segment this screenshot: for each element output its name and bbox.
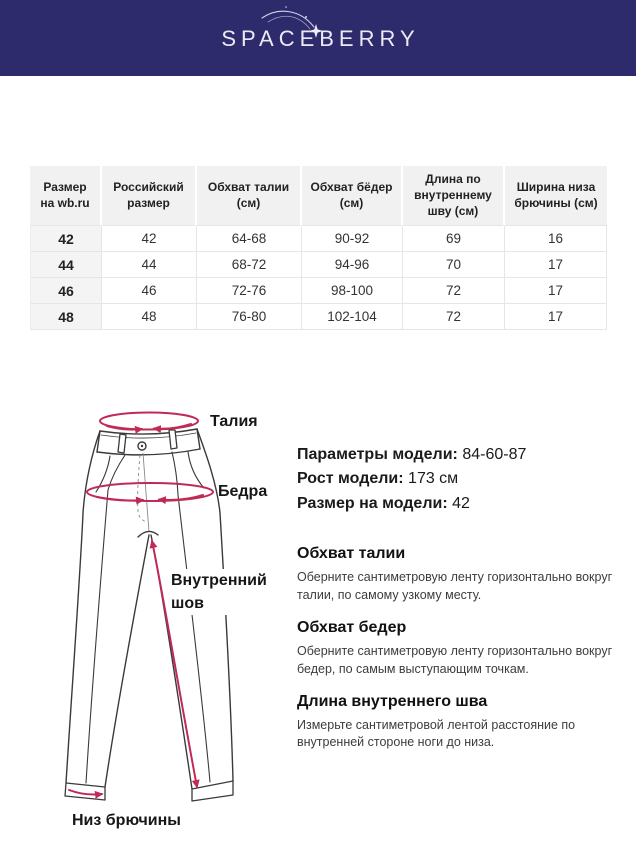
- guide-section-title: Обхват талии: [297, 545, 406, 562]
- column-header: Обхват талии (см): [197, 166, 302, 226]
- guide-section-text: Оберните сантиметровую ленту горизонтально вокруг талии, по самому узкому месту.: [297, 570, 613, 602]
- hips-label: Бедра: [218, 483, 268, 500]
- right-cuff: [192, 781, 233, 801]
- right-pocket-line: [188, 452, 204, 488]
- table-row: [30, 226, 607, 252]
- table-row: [30, 252, 607, 278]
- column-header: Ширина низа брючины (см): [505, 166, 607, 226]
- size-cell: 44: [30, 252, 102, 278]
- size-cell: 46: [102, 278, 197, 304]
- size-cell: 16: [505, 226, 607, 252]
- size-cell: 64-68: [197, 226, 302, 252]
- size-cell: 72: [403, 304, 505, 330]
- left-outer-seam: [66, 431, 100, 783]
- table-row: [30, 278, 607, 304]
- size-cell: 68-72: [197, 252, 302, 278]
- size-cell: 17: [505, 278, 607, 304]
- size-cell: 48: [102, 304, 197, 330]
- guide-section-hips: [297, 619, 631, 678]
- table-header-row: [30, 166, 607, 226]
- size-cell: 102-104: [302, 304, 403, 330]
- brand-logo: SPACEBERRY: [221, 26, 420, 51]
- column-header: Обхват бёдер (см): [302, 166, 403, 226]
- belt-loop-left: [118, 434, 126, 453]
- size-cell: 72: [403, 278, 505, 304]
- size-cell: 69: [403, 226, 505, 252]
- model-size-line: Размер на модели: 42: [297, 494, 470, 512]
- right-crease: [172, 452, 210, 782]
- crotch-curve: [138, 531, 158, 537]
- belt-loop-right: [169, 430, 177, 449]
- waist-label: Талия: [210, 413, 258, 430]
- left-crease: [86, 455, 125, 783]
- size-table: [30, 166, 607, 330]
- measure-guide: [297, 545, 631, 767]
- guide-section-title: Длина внутреннего шва: [297, 692, 488, 710]
- size-cell: 90-92: [302, 226, 403, 252]
- model-info: [297, 446, 526, 519]
- size-cell: 17: [505, 252, 607, 278]
- inseam-label: Внутренний шов: [171, 569, 277, 615]
- table-row: [30, 304, 607, 330]
- model-params-line: Параметры модели: 84-60-87: [297, 446, 527, 463]
- column-header: Размер на wb.ru: [30, 166, 102, 226]
- guide-section-text: Измерьте сантиметровой лентой расстояние по внутренней стороне ноги до низа.: [297, 718, 576, 750]
- column-header: Российский размер: [102, 166, 197, 226]
- size-cell: 42: [102, 226, 197, 252]
- size-cell: 44: [102, 252, 197, 278]
- size-cell: 94-96: [302, 252, 403, 278]
- table-body: [30, 226, 607, 330]
- size-cell: 48: [30, 304, 102, 330]
- size-cell: 98-100: [302, 278, 403, 304]
- brand-bar: [0, 0, 636, 76]
- waistband-bottom-line: [97, 449, 200, 455]
- guide-section-inseam: [297, 693, 631, 752]
- hem-label: Низ брючины: [72, 812, 181, 829]
- guide-section-title: Обхват бедер: [297, 618, 407, 636]
- size-cell: 17: [505, 304, 607, 330]
- guide-section-text: Оберните сантиметровую ленту горизонтально вокруг бедер, по самым выступающим точкам.: [297, 644, 613, 676]
- left-inner-seam: [105, 535, 149, 787]
- size-cell: 42: [30, 226, 102, 252]
- column-header: Длина по внутреннему шву (см): [403, 166, 505, 226]
- size-cell: 70: [403, 252, 505, 278]
- size-cell: 46: [30, 278, 102, 304]
- model-height-line: Рост модели: 173 см: [297, 470, 459, 488]
- size-cell: 76-80: [197, 304, 302, 330]
- guide-section-waist: [297, 545, 631, 604]
- size-cell: 72-76: [197, 278, 302, 304]
